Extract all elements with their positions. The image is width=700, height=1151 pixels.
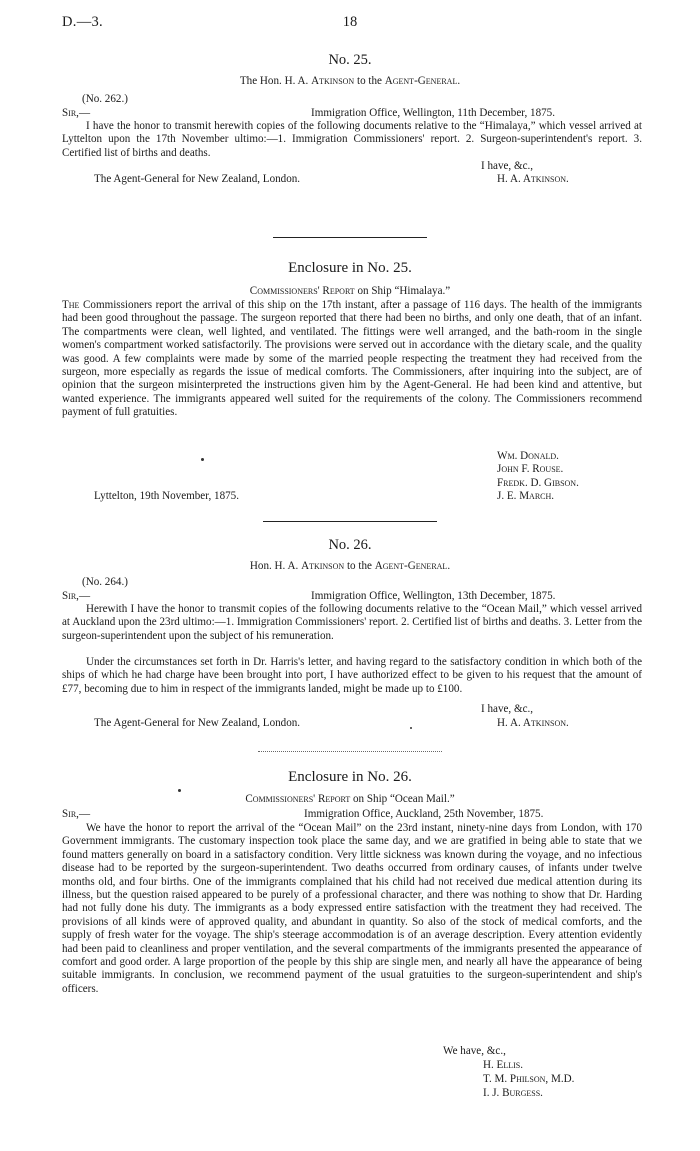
enclosure-25-title: Enclosure in No. 25. [288, 260, 412, 276]
letter-26-heading [0, 560, 700, 573]
enclosure-26-salutation: Sir,— [62, 808, 91, 820]
letter-25-salutation: Sir,— [62, 107, 91, 119]
enclosure-26-body: We have the honor to report the arrival of the “Ocean Mail” on the 23rd instant, ninety-nine days from London, with 170 Government immigrants. The customary inspection took place the same day, and we are gratified in being able to state that we found matters generally on board in a satisfactory condition. Very little sickness was known during the voyage, and no infectious disease had to be reported by the surgeon-superintendent. Two deaths occurred from ordinary causes, of infants under twelve months old, and four births. One of the immigrants complained that his child had not received due medical attention during its illness, but the question raised appeared to be purely of a professional character, and there was nothing to show that Dr. Harding had not fully done his duty. The immigrants as a body expressed entire satisfaction with the treatment they had received. The provisions of all kinds were of approved quality, and abundant in quantity. So also of the stock of medical comforts, and the supply of fresh water for the voyage. The ship's steerage accommodation is of an average description. Every attention evidently had been paid to cleanliness and proper ventilation, and the several compartments of the immigrants presented the appearance of comfort and good order. A large proportion of the people by this ship are single men, and nearly all have the appearance of being suitable immigrants. In conclusion, we recommend payment of the usual gratuities to the surgeon-superintendent and ship's officers. [62, 822, 642, 995]
body-lead-word: The [62, 299, 80, 311]
print-speck [410, 727, 412, 729]
enclosure-25-subtitle [0, 285, 700, 298]
subtitle-ship: on Ship “Himalaya.” [357, 285, 451, 297]
letter-26-place-date: Immigration Office, Wellington, 13th December, 1875. [311, 590, 556, 602]
letter-26-signature: H. A. Atkinson. [497, 717, 569, 729]
letter-25-addressee: The Agent-General for New Zealand, London. [94, 173, 301, 185]
signatory-2: T. M. Philson, M.D. [483, 1073, 575, 1085]
signatory-2: John F. Rouse. [497, 463, 564, 475]
signatory-4: J. E. March. [497, 490, 555, 502]
letter-26-salutation: Sir,— [62, 590, 91, 602]
letter-26-body-2: Under the circumstances set forth in Dr. Harris's letter, and having regard to the satisfactory condition in which both of the ships of which he had charge have been brought into port, I have authorized effect to be given to his request that the amount of £77, becoming due to him in respect of the immigrants landed, might be made up to £100. [62, 656, 642, 695]
section-code: D.—3. [62, 14, 103, 30]
heading-from-name: Atkinson [301, 560, 345, 572]
heading-to-name: Agent-General. [374, 560, 451, 572]
letter-25-place-date: Immigration Office, Wellington, 11th December, 1875. [311, 107, 556, 119]
heading-to-prefix: to the [356, 75, 382, 87]
body-text: Commissioners report the arrival of this ship on the 17th instant, after a passage of 116 days. The health of the immigrants had been good throughout the passage. The surgeon reported that there had been no births, and only one death, that of an infant. The compartments were clean, well lighted, and ventilated. The fittings were well arranged, and the bath-room in the single women's compartment worked satisfactorily. The provisions were served out in accordance with the dietary scale, and the quality was good. A few complaints were made by some of the married people respecting the treatment they had received from the surgeon, more especially as regards the issue of medical comforts. The Commissioners, after inquiring into the subject, are of opinion that the surgeon misinterpreted the instructions given him by the Agent-General. He had been kind and attentive, but wanted experience. The immigrants appeared well suited for the requirements of the colony. The Commissioners recommend payment of full gratuities. [62, 299, 642, 419]
letter-26-closing: I have, &c., [481, 703, 534, 715]
page-number: 18 [342, 14, 358, 30]
signatory-3: Fredk. D. Gibson. [497, 477, 579, 489]
letter-25-number: No. 25. [328, 52, 372, 68]
enclosure-26-subtitle [0, 793, 700, 806]
separator-rule [273, 237, 427, 238]
subtitle-report-label: Commissioners' Report [245, 793, 351, 805]
enclosure-26-place-date: Immigration Office, Auckland, 25th November, 1875. [304, 808, 544, 820]
enclosure-25-body [62, 299, 642, 420]
enclosure-26-closing: We have, &c., [443, 1045, 506, 1057]
enclosure-26-title: Enclosure in No. 26. [288, 769, 412, 785]
print-speck [178, 789, 181, 792]
letter-26-number: No. 26. [328, 537, 372, 553]
heading-to-name: Agent-General. [384, 75, 461, 87]
heading-from-name: Atkinson [311, 75, 355, 87]
heading-from-prefix: Hon. H. A. [249, 560, 299, 572]
enclosure-25-place-date: Lyttelton, 19th November, 1875. [94, 490, 239, 502]
letter-26-ref: (No. 264.) [82, 576, 128, 588]
subtitle-ship: on Ship “Ocean Mail.” [353, 793, 455, 805]
heading-to-prefix: to the [346, 560, 372, 572]
letter-25-closing: I have, &c., [481, 160, 534, 172]
separator-rule [258, 751, 442, 752]
letter-26-body-1: Herewith I have the honor to transmit copies of the following documents relative to the “Ocean Mail,” which vessel arrived at Auckland upon the 23rd ultimo:—1. Immigration Commissioners' report. 2. Certified list of births and deaths. 3. Letter from the surgeon-superintendent upon the subject of his remuneration. [62, 603, 642, 642]
separator-rule [263, 521, 437, 522]
letter-25-ref: (No. 262.) [82, 93, 128, 105]
signatory-1: Wm. Donald. [497, 450, 559, 462]
subtitle-report-label: Commissioners' Report [249, 285, 355, 297]
signatory-3: I. J. Burgess. [483, 1087, 543, 1099]
letter-26-addressee: The Agent-General for New Zealand, London. [94, 717, 301, 729]
heading-from-prefix: The Hon. H. A. [239, 75, 309, 87]
letter-25-signature: H. A. Atkinson. [497, 173, 569, 185]
letter-25-heading [0, 75, 700, 88]
letter-25-body: I have the honor to transmit herewith copies of the following documents relative to the “Himalaya,” which vessel arrived at Lyttelton upon the 17th November ultimo:—1. Immigration Commissioners' report. 2. Surgeon-superintendent's report. 3. Certified list of births and deaths. [62, 120, 642, 159]
signatory-1: H. Ellis. [483, 1059, 523, 1071]
print-speck [201, 458, 204, 461]
